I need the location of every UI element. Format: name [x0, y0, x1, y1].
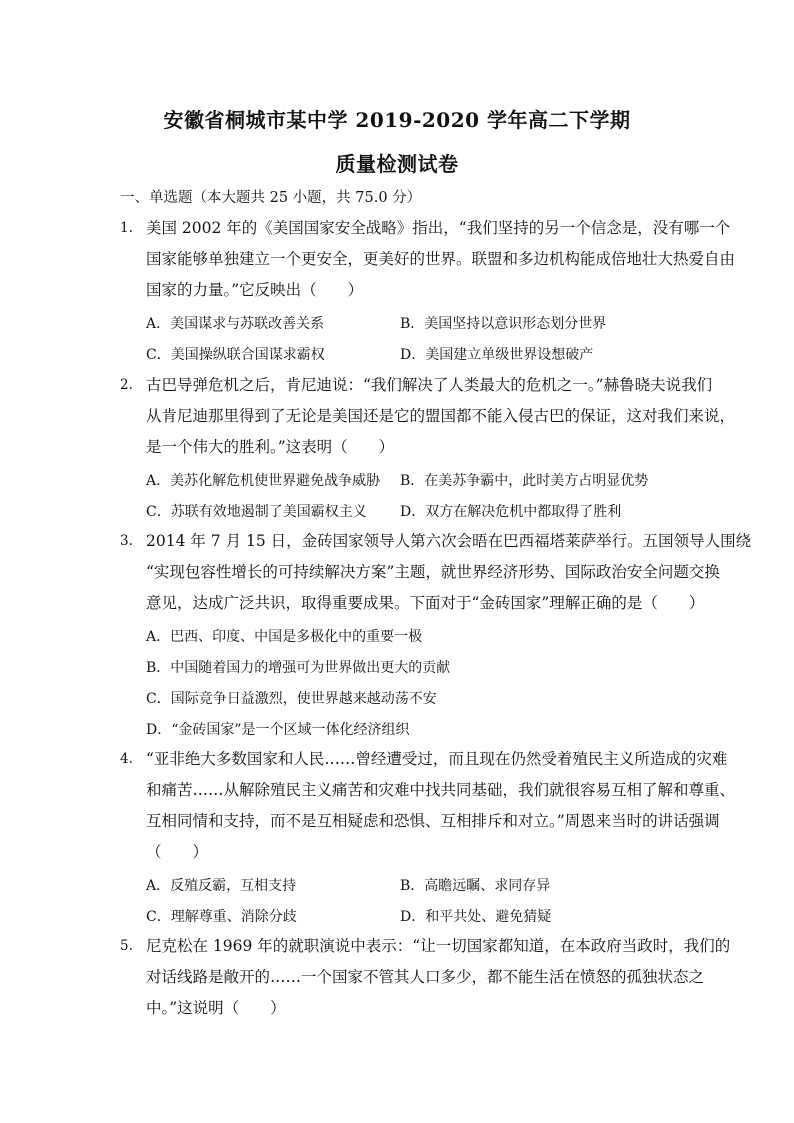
question-text-line: 美国 2002 年的《美国国家安全战略》指出，“我们坚持的另一个信念是，没有哪一个: [146, 219, 731, 237]
question-number: 1.: [120, 220, 133, 236]
question-text-line: 国家的力量。”它反映出（ ）: [146, 281, 364, 299]
option-c: C．国际竞争日益激烈，使世界越来越动荡不安: [146, 691, 437, 707]
question-text-line: “亚非绝大多数国家和人民……曾经遭受过，而且现在仍然受着殖民主义所造成的灾难: [146, 750, 728, 768]
question-text-line: 2014 年 7 月 15 日，金砖国家领导人第六次会晤在巴西福塔莱萨举行。五国领导人围绕: [146, 532, 752, 550]
question-text-line: “实现包容性增长的可持续解决方案”主题，就世界经济形势、国际政治安全问题交换: [146, 563, 720, 581]
option-a: A．巴西、印度、中国是多极化中的重要一极: [146, 629, 423, 645]
question-2: [120, 373, 736, 528]
question-text-line: 国家能够单独建立一个更安全，更美好的世界。联盟和多边机构能成倍地壮大热爱自由: [146, 250, 736, 268]
option-c: C．苏联有效地遏制了美国霸权主义: [146, 504, 367, 520]
question-text-line: 尼克松在 1969 年的就职演说中表示：“让一切国家都知道，在本政府当政时，我们的: [146, 937, 731, 955]
question-number: 2.: [120, 377, 133, 393]
section-heading: 一、单选题（本大题共 25 小题，共 75.0 分）: [120, 190, 422, 206]
question-text-line: 古巴导弹危机之后，肯尼迪说：“我们解决了人类最大的危机之一。”赫鲁晓夫说我们: [146, 376, 713, 394]
question-text-line: 和痛苦……从解除殖民主义痛苦和灾难中找共同基础，我们就很容易互相了解和尊重、: [146, 781, 736, 799]
option-a: A．美国谋求与苏联改善关系: [146, 316, 325, 332]
question-1: [120, 216, 736, 371]
question-text-line: 意见，达成广泛共识，取得重要成果。下面对于“金砖国家”理解正确的是（ ）: [146, 594, 705, 612]
question-4: [120, 747, 736, 933]
question-text-line: 对话线路是敞开的……一个国家不管其人口多少，都不能生活在愤怒的孤独状态之: [146, 968, 705, 986]
option-b: B．美国坚持以意识形态划分世界: [400, 316, 607, 332]
option-d: D．和平共处、避免猜疑: [400, 909, 552, 925]
option-d: D．双方在解决危机中都取得了胜利: [400, 504, 622, 520]
exam-title-line1: 安徽省桐城市某中学 2019-2020 学年高二下学期: [163, 108, 631, 132]
question-number: 5.: [120, 938, 133, 954]
question-number: 4.: [120, 751, 133, 767]
question-number: 3.: [120, 533, 133, 549]
option-c: C．理解尊重、消除分歧: [146, 909, 297, 925]
option-b: B．高瞻远瞩、求同存异: [400, 878, 551, 894]
question-3: [120, 529, 752, 746]
option-b: B．在美苏争霸中，此时美方占明显优势: [400, 473, 649, 489]
option-b: B．中国随着国力的增强可为世界做出更大的贡献: [146, 660, 451, 676]
option-a: A．美苏化解危机使世界避免战争威胁: [146, 473, 381, 489]
question-text-line: （ ）: [146, 843, 209, 861]
question-text-line: 是一个伟大的胜利。”这表明（ ）: [146, 438, 395, 456]
option-d: D．美国建立单级世界设想破产: [400, 347, 594, 363]
option-a: A．反殖反霸，互相支持: [146, 878, 297, 894]
exam-title-line2: 质量检测试卷: [335, 152, 459, 176]
option-d: D．“金砖国家”是一个区域一体化经济组织: [146, 722, 410, 738]
question-text-line: 互相同情和支持，而不是互相疑虑和恐惧、互相排斥和对立。”周恩来当时的讲话强调: [146, 812, 720, 830]
question-text-line: 从肯尼迪那里得到了无论是美国还是它的盟国都不能入侵古巴的保证，这对我们来说，: [146, 407, 736, 425]
question-text-line: 中。”这说明（ ）: [146, 999, 286, 1017]
question-5: [120, 934, 731, 1027]
option-c: C．美国操纵联合国谋求霸权: [146, 347, 325, 363]
